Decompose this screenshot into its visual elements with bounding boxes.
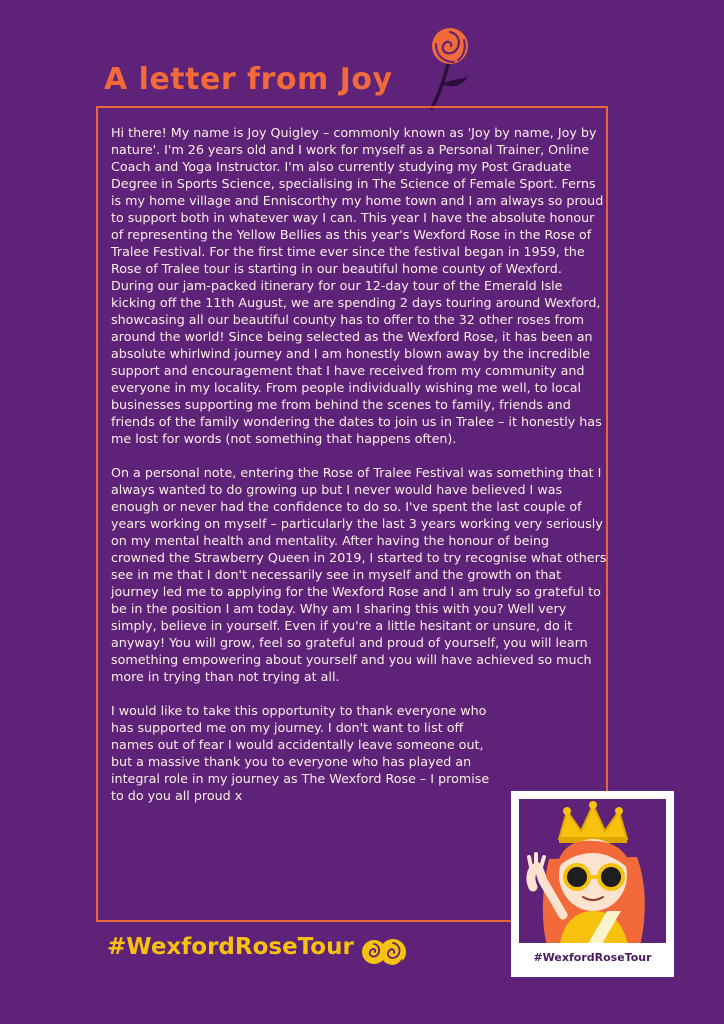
polaroid-frame [511,791,674,977]
letter-body [111,124,607,821]
letter-paragraph: On a personal note, entering the Rose of Tralee Festival was something that I always wanted to do growing up but I never would have believed I was enough or never had the confidence to do so. I've spent the last couple of years working on myself – particularly the last 3 years working very seriously on my mental health and mentality. After having the honour of being crowned the Strawberry Queen in 2019, I started to try recognise what others see in me that I don't necessarily see in myself and the growth on that journey led me to applying for the Wexford Rose and I am truly so grateful to be in the position I am today. Why am I sharing this with you? Well very simply, believe in yourself. Even if you're a little hesitant or unsure, do it anyway! You will grow, feel so grateful and proud of yourself, you will learn something empowering about yourself and you will have achieved so much more in trying than not trying at all. [111,465,607,684]
letter-paragraph: Hi there! My name is Joy Quigley – commonly known as 'Joy by name, Joy by nature'. I'm 26 years old and I work for myself as a Personal Trainer, Online Coach and Yoga Instructor. I'm also currently studying my Post Graduate Degree in Sports Science, specialising in The Science of Female Sport. Ferns is my home village and Enniscorthy my home town and I am always so proud to support both in whatever way I can. This year I have the absolute honour of representing the Yellow Bellies as this year's Wexford Rose in the Rose of Tralee Festival. For the first time ever since the festival began in 1959, the Rose of Tralee tour is starting in our beautiful home county of Wexford. During our jam-packed itinerary for our 12-day tour of the Emerald Isle kicking off the 11th August, we are spending 2 days touring around Wexford, showcasing all our beautiful county has to offer to the 32 other roses from around the world! Since being selected as the Wexford Rose, it has been an absolute whirlwind journey and I am honestly blown away by the incredible support and encouragement that I have received from my community and everyone in my locality. From people individually wishing me well, to local businesses supporting me from behind the scenes to family, friends and friends of the family wondering the dates to join us in Tralee – it honestly has me lost for words (not something that happens often). [111,125,604,446]
footer-hashtag: #WexfordRoseTour [107,934,354,960]
joy-illustration [519,799,666,943]
page-title: A letter from Joy [104,62,393,97]
polaroid-caption: #WexfordRoseTour [533,951,652,964]
rose-icon [418,22,478,110]
letter-paragraph: I would like to take this opportunity to thank everyone who has supported me on my journey. I don't want to list off names out of fear I would accidentally leave someone out, but a massive thank you to everyone who has played an integral role in my journey as The Wexford Rose – I promise to do you all proud x [111,703,490,803]
roses-icon [360,934,408,970]
